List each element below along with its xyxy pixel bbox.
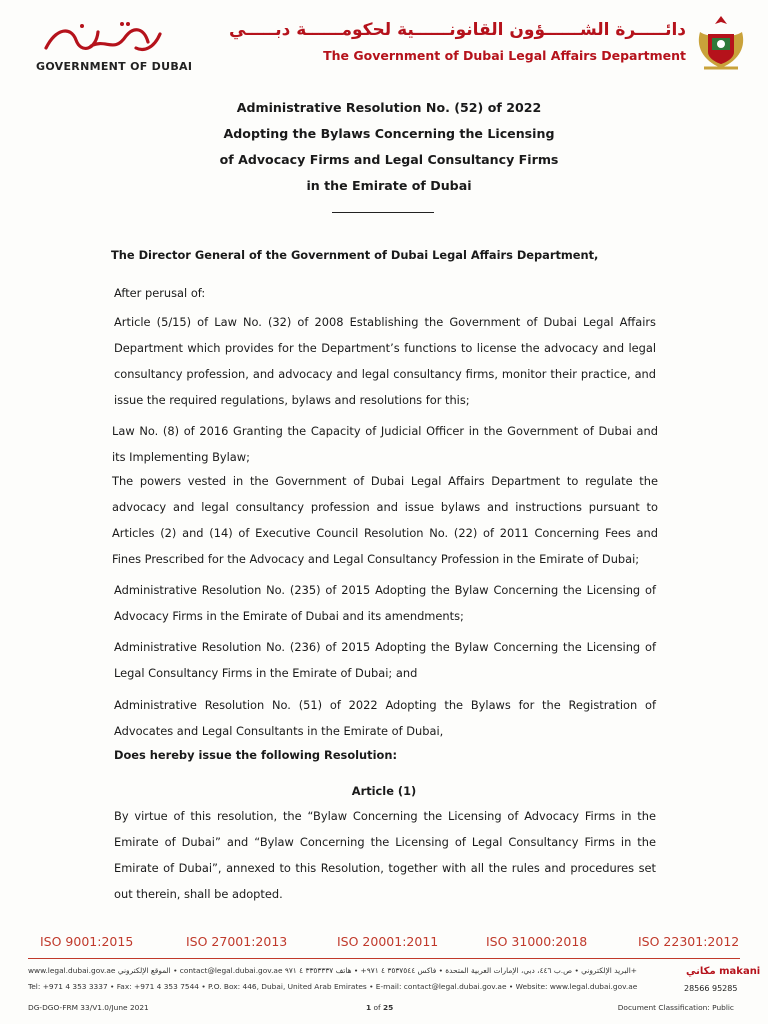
logo-english-text: GOVERNMENT OF DUBAI: [36, 60, 193, 73]
dubai-calligraphy-icon: [36, 18, 166, 58]
department-name-arabic: دائـــــرة الشــــــؤون القانونــــــية لحكومــــــة دبـــــي: [229, 20, 686, 40]
makani-code: 28566 95285: [684, 984, 738, 993]
perusal-paragraph-3: The powers vested in the Government of Dubai Legal Affairs Department to regulate the advocacy and legal consultancy profession and issue bylaws and instructions pursuant to Articles (2) and (14) of Executive Council Resolution No. (22) of 2011 Concerning Fees and Fines Prescribed for the Advocacy and Legal Consultancy Profession in the Emirate of Dubai;: [112, 474, 658, 566]
department-name-english: The Government of Dubai Legal Affairs Department: [323, 48, 686, 63]
perusal-paragraph-4: Administrative Resolution No. (235) of 2015 Adopting the Bylaw Concerning the Licensing of Advocacy Firms in the Emirate of Dubai and its amendments;: [114, 583, 656, 623]
document-classification: Document Classification: Public: [617, 1003, 734, 1012]
issue-statement: Does hereby issue the following Resolution:: [114, 748, 398, 762]
resolution-subtitle-line-1: Adopting the Bylaws Concerning the Licensing: [223, 126, 555, 141]
department-header: [229, 20, 686, 63]
page-current: 1: [366, 1003, 372, 1012]
iso-27001-badge: ISO 27001:2013: [186, 934, 288, 949]
document-code: DG-DGO-FRM 33/V1.0/June 2021: [28, 1003, 149, 1012]
director-heading: The Director General of the Government of Dubai Legal Affairs Department,: [111, 248, 599, 262]
iso-20001-badge: ISO 20001:2011: [337, 934, 439, 949]
resolution-subtitle-line-3: in the Emirate of Dubai: [306, 178, 472, 193]
article-1-heading: Article (1): [351, 784, 417, 798]
footer-divider: [28, 958, 740, 959]
perusal-paragraph-1: Article (5/15) of Law No. (32) of 2008 Establishing the Government of Dubai Legal Affairs Department which provides for the Department’s functions to license the advocacy and legal consultancy profession, and advocacy and legal consultancy firms, monitor their practice, and issue the required regulations, bylaws and resolutions for this;: [114, 315, 656, 407]
perusal-paragraph-2: Law No. (8) of 2016 Granting the Capacity of Judicial Officer in the Government of Dubai and its Implementing Bylaw;: [112, 424, 658, 464]
perusal-paragraph-5: Administrative Resolution No. (236) of 2015 Adopting the Bylaw Concerning the Licensing of Legal Consultancy Firms in the Emirate of Dubai; and: [114, 640, 656, 680]
page-separator: of: [371, 1003, 383, 1012]
article-1-text: By virtue of this resolution, the “Bylaw Concerning the Licensing of Advocacy Firms in the Emirate of Dubai” and “Bylaw Concerning the Licensing of Legal Consultancy Firms in the Emirate of Dubai”, annexed to this Resolution, together with all the rules and procedures set out therein, shall be adopted.: [114, 809, 656, 901]
after-perusal-text: After perusal of:: [114, 286, 206, 300]
makani-label: مكاني makani: [686, 966, 761, 977]
page-total: 25: [382, 1003, 394, 1012]
footer-contact-english: Tel: +971 4 353 3337 • Fax: +971 4 353 7544 • P.O. Box: 446, Dubai, United Arab Emirates • E-mail: contact@legal.dubai.gov.ae • Website: www.legal.dubai.gov.ae: [28, 982, 638, 991]
perusal-paragraph-6: Administrative Resolution No. (51) of 2022 Adopting the Bylaws for the Registration of Advocates and Legal Consultants in the Emirate of Dubai,: [114, 698, 656, 738]
iso-31000-badge: ISO 31000:2018: [486, 934, 588, 949]
makani-logo: [678, 962, 761, 996]
title-divider: [332, 212, 434, 213]
iso-certifications: [40, 934, 740, 952]
resolution-title: Administrative Resolution No. (52) of 2022: [236, 100, 542, 115]
dubai-emblem-icon: [694, 12, 748, 74]
iso-9001-badge: ISO 9001:2015: [40, 934, 134, 949]
iso-22301-badge: ISO 22301:2012: [638, 934, 740, 949]
footer-contact-arabic: www.legal.dubai.gov.ae الموقع الإلكتروني • contact@legal.dubai.gov.ae البريد الإلكتروني • ص.ب ٤٤٦، دبي، الإمارات العربية المتحدة • فاكس ٣٥٣٧٥٤٤ ٤ ٩٧١+ • هاتف ٣٣٥٣٣٣٧ ٤ ٩٧١+: [28, 966, 637, 975]
government-of-dubai-logo: [28, 18, 193, 78]
page-number: [366, 1003, 393, 1012]
resolution-subtitle-line-2: of Advocacy Firms and Legal Consultancy Firms: [219, 152, 559, 167]
